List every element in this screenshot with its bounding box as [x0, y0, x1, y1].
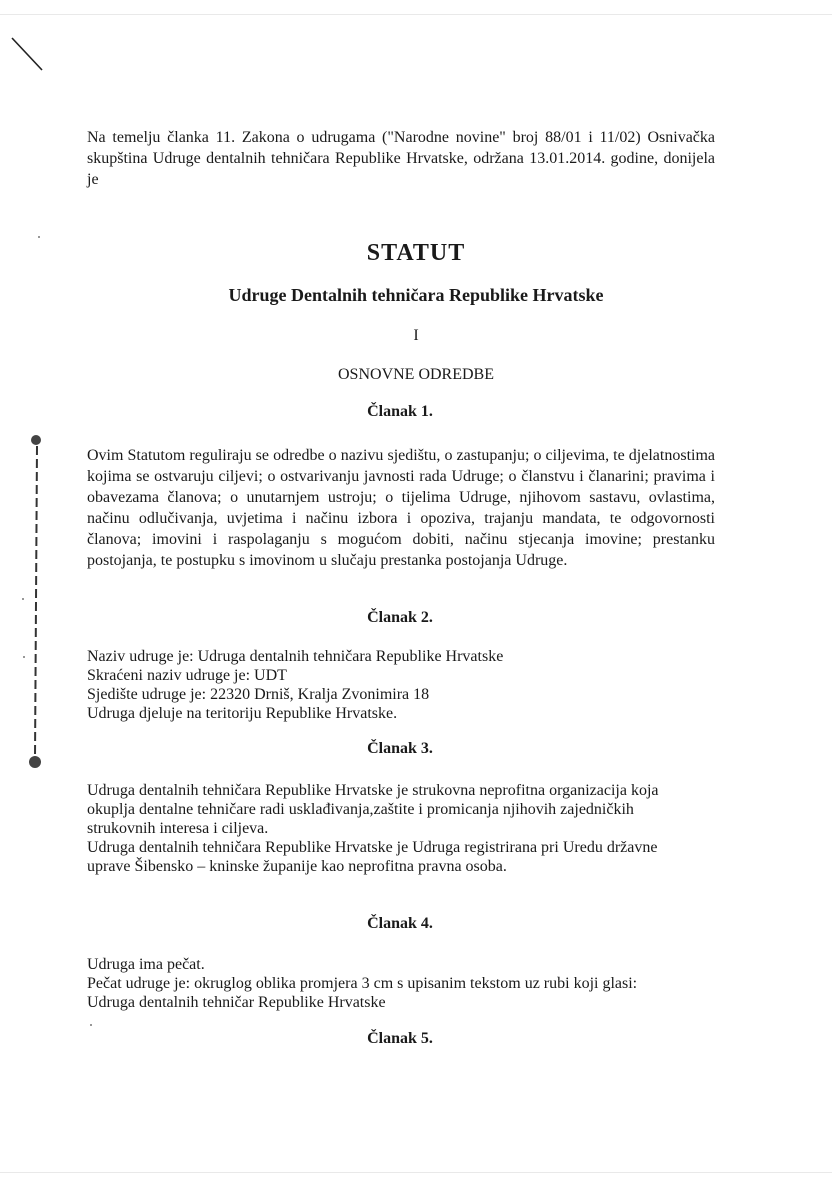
scan-speck: [23, 656, 25, 658]
article-2-line: Naziv udruge je: Udruga dentalnih tehničara Republike Hrvatske: [87, 648, 504, 665]
article-3-heading: Članak 3.: [367, 740, 433, 757]
article-3-line: Udruga dentalnih tehničara Republike Hrvatske je Udruga registrirana pri Uredu državne: [87, 839, 658, 856]
part-number: I: [413, 327, 419, 344]
part-title: OSNOVNE ODREDBE: [338, 366, 494, 383]
intro-paragraph: Na temelju članka 11. Zakona o udrugama ("Narodne novine" broj 88/01 i 11/02) Osnivačka skupština Udruge dentalnih tehničara Republike Hrvatske, održana 13.01.2014. godine, donijela je: [87, 129, 715, 188]
binding-holes-mark: [26, 432, 48, 772]
article-3-line: uprave Šibensko – kninske županije kao neprofitna pravna osoba.: [87, 858, 507, 875]
article-4-lines: [87, 955, 727, 1012]
article-1-heading: Članak 1.: [367, 403, 433, 420]
article-4-heading: Članak 4.: [367, 915, 433, 932]
article-4-line: Udruga ima pečat.: [87, 956, 205, 973]
article-2-line: Udruga djeluje na teritoriju Republike Hrvatske.: [87, 705, 398, 722]
article-1-text: Ovim Statutom reguliraju se odredbe o nazivu sjedištu, o zastupanju; o ciljevima, te djelatnostima kojima se ostvaruju ciljevi; o ostvarivanju javnosti rada Udruge; o članstvu i članarini; pravima i obavezama članova; o unutarnjem ustroju; o tijelima Udruge, njihovom sastavu, ovlastima, načinu odlučivanja, uvjetima i načinu izbora i opoziva, trajanju mandata, te odgovornosti članova; imovini i raspolaganju s mogućom dobiti, načinu stjecanja imovine; prestanku postojanja, te postupku s imovinom u slučaju prestanka postojanja Udruge.: [87, 447, 715, 569]
article-4-line: Pečat udruge je: okruglog oblika promjera 3 cm s upisanim tekstom uz rubi koji glasi:: [87, 975, 638, 992]
article-2-lines: [87, 647, 727, 723]
article-3-line: Udruga dentalnih tehničara Republike Hrvatske je strukovna neprofitna organizacija koja: [87, 782, 659, 799]
scan-speck: [38, 236, 40, 238]
article-3-line: okuplja dentalne tehničare radi usklađivanja,zaštite i promicanja njihovih zajedničkih: [87, 801, 634, 818]
document-title: STATUT: [366, 240, 466, 266]
document-subtitle: Udruge Dentalnih tehničara Republike Hrvatske: [228, 285, 604, 305]
article-2-line: Sjedište udruge je: 22320 Drniš, Kralja Zvonimira 18: [87, 686, 430, 703]
scan-artifact-bottom: [0, 1172, 832, 1173]
scan-artifact-top: [0, 14, 832, 15]
scan-speck: [22, 598, 24, 600]
corner-pen-mark: [8, 36, 48, 76]
scan-speck: [90, 1024, 92, 1026]
article-3-lines: [87, 781, 727, 876]
article-2-line: Skraćeni naziv udruge je: UDT: [87, 667, 287, 684]
article-4-line: Udruga dentalnih tehničar Republike Hrvatske: [87, 994, 386, 1011]
article-5-heading: Članak 5.: [367, 1030, 433, 1047]
article-2-heading: Članak 2.: [367, 609, 433, 626]
article-3-line: strukovnih interesa i ciljeva.: [87, 820, 269, 837]
